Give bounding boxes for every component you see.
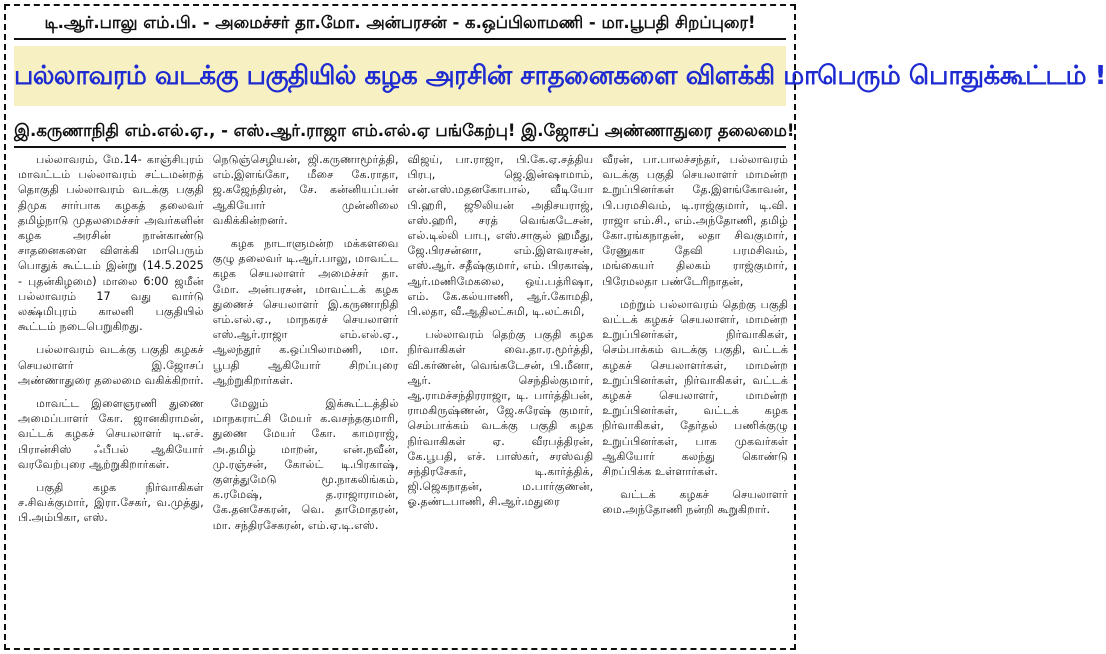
article-body	[18, 152, 788, 648]
article-column-4	[602, 152, 788, 648]
paragraph: பல்லாவரம் தெற்கு பகுதி கழக நிர்வாகிகள் வை.தா.ர.மூர்த்தி, வி.கர்ணன், வெங்கடேசன், பி.மீனா, ஆர். செந்தில்குமார், ஆ.ராமச்சந்திரராஜா, டி. பார்த்திபன், ராமகிருஷ்ணன், ஜே.சுரேஷ் குமார், செம்பாக்கம் வடக்கு பகுதி கழக நிர்வாகிகள் ஏ. வீரபத்திரன், கே.பூபதி, எச். பாஸ்கர், சரஸ்வதி சந்திரசேகர், டி.கார்த்திக், ஜி.ஜெகநாதன், ம.பார்குணன், ஓ.தண்டபாணி, சி.ஆர்.மதுரை	[407, 328, 594, 509]
article-column-1	[18, 152, 204, 648]
article-column-3	[408, 152, 594, 648]
paragraph: மேலும் இக்கூட்டத்தில் மாநகராட்சி மேயர் க.வசந்தகுமாரி, துணை மேயர் கோ. காமராஜ், அ.தமிழ் மாறன், என்.நவீன், மு.ரஞ்சன், கோல்ட் டி.பிரகாஷ், குளத்துமேடு மூ.நாகலிங்கம், க.ரமேஷ், த.ராஜாராமன், கே.தனசேகரன், வெ. தாமோதரன், மா. சந்திரசேகரன், எம்.ஏ.டி.எஸ்.	[212, 397, 399, 532]
paragraph: வட்டக் கழகச் செயலாளர் மை.அந்தோணி நன்றி கூறுகிறார்.	[602, 488, 788, 517]
paragraph: பகுதி கழக நிர்வாகிகள் ச.சிவக்குமார், இரா.சேகர், வ.முத்து, பி.அம்பிகா, எஸ்.	[18, 481, 204, 525]
paragraph: நெடுஞ்செழியன், ஜி.கருணாமூர்த்தி, எம்.இளங்கோ, மீசை கே.ராதா, ஜ.கஜேந்திரன், சே. கன்னியப்பன் ஆகியோர் முன்னிலை வகிக்கின்றனர்.	[212, 153, 399, 227]
paragraph: பல்லாவரம், மே.14- காஞ்சிபுரம் மாவட்டம் பல்லாவரம் சட்டமன்றத் தொகுதி பல்லாவரம் வடக்கு பகுதி திமுக சார்பாக கழகத் தலைவர் தமிழ்நாடு முதலமைச்சர் அவர்களின் கழக அரசின் நான்காண்டு சாதனைகளை விளக்கி மாபெரும் பொதுக் கூட்டம் இன்று (14.5.2025 - புதன்கிழமை) மாலை 6:00 ஜமீன் பல்லாவரம் 17 வது வார்டு லக்ஷ்மிபுரம் காலனி பகுதியில் கூட்டம் நடைபெறுகிறது.	[18, 153, 204, 334]
paragraph: கழக நாடாளுமன்ற மக்களவை குழு தலைவர் டி.ஆர்.பாலு, மாவட்ட கழக செயலாளர் அமைச்சர் தா. மோ. அன்பரசன், மாவட்டக் கழக துணைச் செயலாளர் இ.கருணாநிதி எம்.எல்.ஏ., மாநகரச் செயலாளர் எஸ்.ஆர்.ராஜா எம்.எல்.ஏ., ஆலந்தூர் க.ஒப்பிலாமணி, மா. பூபதி ஆகியோர் சிறப்புரை ஆற்றுகிறார்கள்.	[212, 237, 399, 387]
headline: பல்லாவரம் வடக்கு பகுதியில் கழக அரசின் சாதனைகளை விளக்கி மாபெரும் பொதுக்கூட்டம் !	[14, 46, 786, 106]
paragraph: விஜய், பா.ராஜா, பி.கே.ஏ.சத்திய பிரபு, ஜெ.இன்ஷாமாம், என்.எஸ்.மதனகோபால், வீடியோ பி.ஹரி, ஜூலியன் அதிசயராஜ், எஸ்.ஹரி, சரத் வெங்கடேசன், எல்.டில்லி பாபு, எஸ்.சாகுல் ஹமீது, ஜே.பிரசன்னா, எம்.இளவரசன், எஸ்.ஆர். சதீஷ்குமார், எம். பிரகாஷ், ஆர்.மணிமேகலை, ஒய்.பத்ரிஷா, எம். கே.கல்யாணி, ஆர்.கோமதி, பி.லதா, வீ.ஆதிலட்சுமி, டி.லட்சுமி,	[407, 153, 594, 319]
subheadline: இ.கருணாநிதி எம்.எல்.ஏ., - எஸ்.ஆர்.ராஜா எம்.எல்.ஏ பங்கேற்பு! இ.ஜோசப் அண்ணாதுரை தலைமை!	[14, 116, 786, 148]
article-column-2	[213, 152, 399, 648]
speakers-banner: டி.ஆர்.பாலு எம்.பி. - அமைச்சர் தா.மோ. அன்பரசன் - க.ஒப்பிலாமணி - மா.பூபதி சிறப்புரை!	[14, 8, 786, 40]
paragraph: வீரன், பா.பாலச்சந்தர், பல்லாவரம் வடக்கு பகுதி செயலாளர் மாமன்ற உறுப்பினர்கள் தே.இளங்கோவன், பி.பரமசிவம், டி.ராஜ்குமார், டி.வி. ராஜா எம்.சி., எம்.அந்தோணி, தமிழ் கோ.ரங்கநாதன், லதா சிவகுமார், ரேணுகா தேவி பரமசிவம், மங்கையர் திலகம் ராஜ்குமார், பிரேமலதா பண்டேரிநாதன்,	[602, 153, 788, 288]
paragraph: மாவட்ட இளைஞரணி துணை அமைப்பாளர் கோ. ஜானகிராமன், வட்டக் கழகச் செயலாளர் டி.எச். பிரான்சிஸ் ஃபீபல் ஆகியோர் வரவேற்புரை ஆற்றுகிறார்கள்.	[18, 397, 204, 471]
paragraph: பல்லாவரம் வடக்கு பகுதி கழகச் செயலாளர் இ.ஜோசப் அண்ணாதுரை தலைமை வகிக்கிறார்.	[18, 343, 204, 387]
paragraph: மற்றும் பல்லாவரம் தெற்கு பகுதி வட்டக் கழகச் செயலாளர், மாமன்ற உறுப்பினர்கள், நிர்வாகிகள், செம்பாக்கம் வடக்கு பகுதி, வட்டக் கழகச் செயலாளர்கள், மாமன்ற உறுப்பினர்கள், நிர்வாகிகள், வட்டக் கழகச் செயலாளர், மாமன்ற உறுப்பினர்கள், வட்டக் கழக நிர்வாகிகள், தேர்தல் பணிக்குழு உறுப்பினர்கள், பாக முகவர்கள் ஆகியோர் கலந்து கொண்டு சிறப்பிக்க உள்ளார்கள்.	[602, 297, 788, 479]
